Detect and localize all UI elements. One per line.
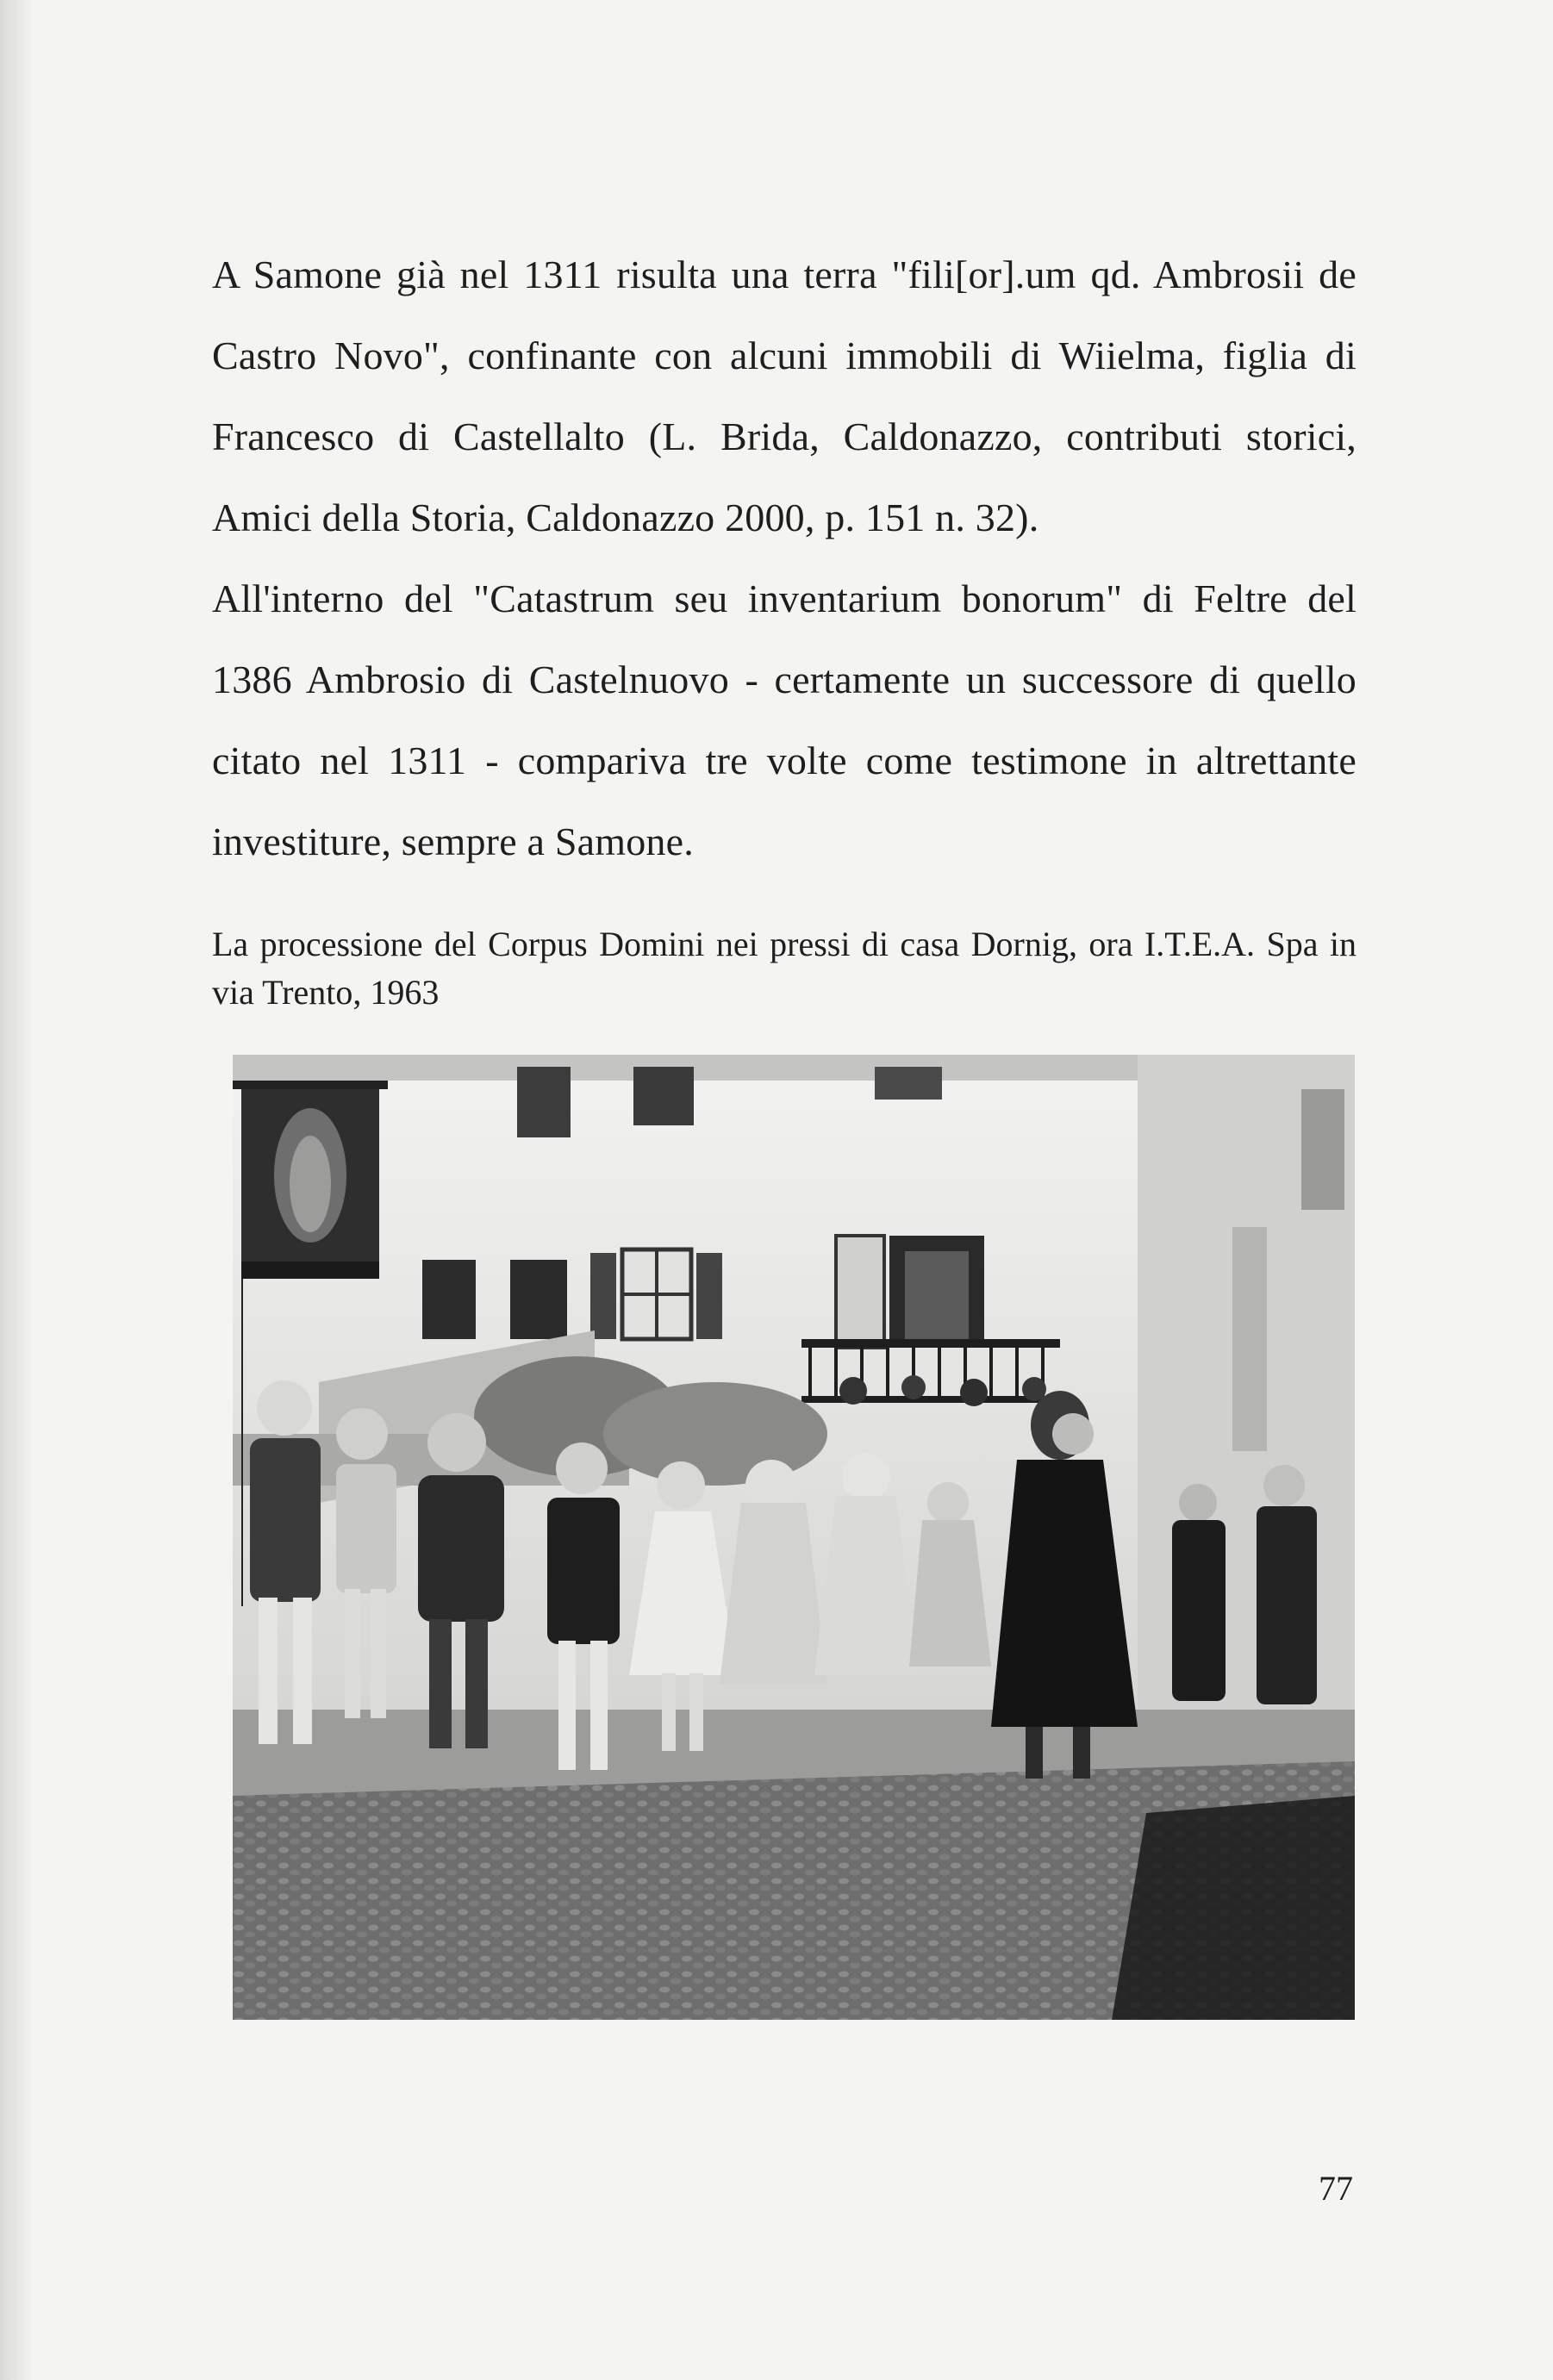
shutter (517, 1067, 571, 1137)
gutter-shadow (0, 0, 34, 2380)
procession-photo (233, 1055, 1355, 2020)
window (422, 1260, 476, 1339)
body-text (212, 234, 1357, 882)
window (510, 1260, 567, 1339)
paragraph-1: A Samone già nel 1311 risulta una terra "fili[or].um qd. Ambrosii de Castro Novo", confinante con alcuni immobili di Wiielma, figlia di Francesco di Castellalto (L. Brida, Caldonazzo, contributi storici, Amici della Storia, Caldonazzo 2000, p. 151 n. 32). (212, 252, 1357, 539)
shutter (633, 1067, 694, 1125)
paragraph-2: All'interno del "Catastrum seu inventarium bonorum" di Feltre del 1386 Ambrosio di Castelnuovo - certamente un successore di quello citato nel 1311 - compariva tre volte come testimone in altrettante investiture, sempre a Samone. (212, 576, 1357, 863)
page-number: 77 (1319, 2169, 1353, 2208)
shutter (875, 1067, 942, 1100)
photo-caption: La processione del Corpus Domini nei pressi di casa Dornig, ora I.T.E.A. Spa in via Trento, 1963 (212, 925, 1357, 1012)
balcony (801, 1339, 1060, 1348)
